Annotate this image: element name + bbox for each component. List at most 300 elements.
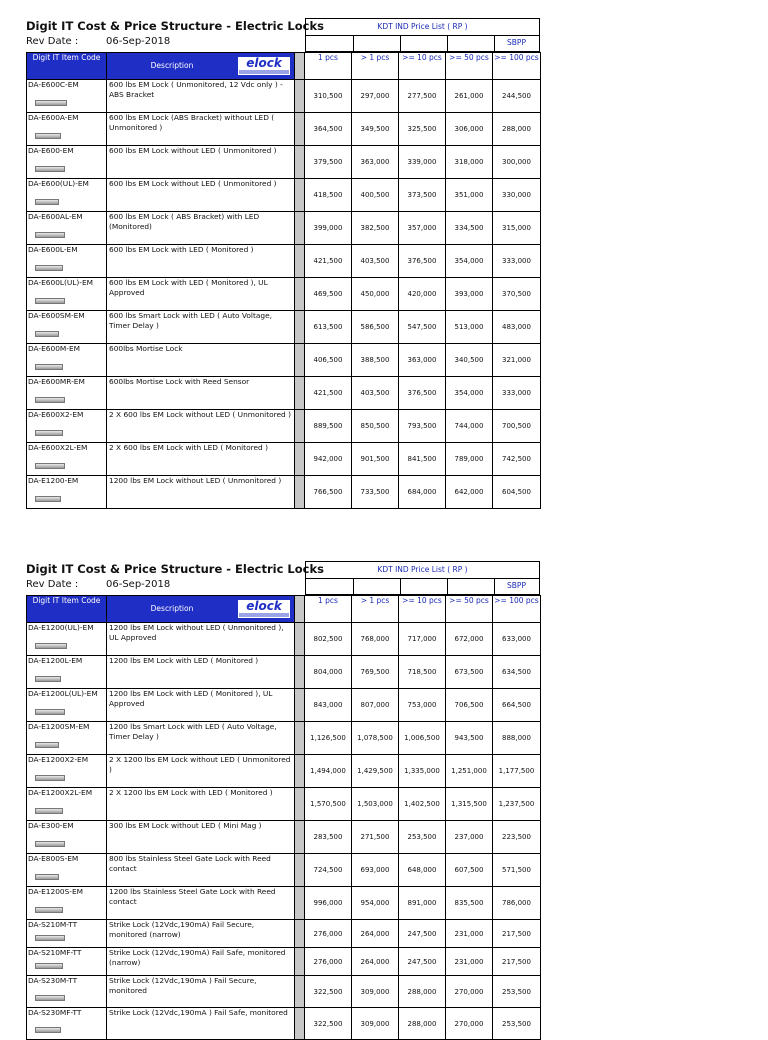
table-row [27,311,541,344]
col-header-qty: 1 pcs [305,53,352,80]
product-thumbnail-icon [35,1027,61,1033]
product-thumbnail-icon [35,166,65,172]
price-cell: 634,500 [493,656,541,689]
item-code-cell [27,245,107,278]
product-thumbnail-icon [35,709,65,715]
price-cell: 406,500 [305,344,352,377]
price-cell: 351,000 [446,179,493,212]
product-thumbnail-icon [35,232,65,238]
price-cell: 1,251,000 [446,755,493,788]
price-cell: 403,500 [352,245,399,278]
product-thumbnail-icon [35,265,63,271]
item-description: 600lbs Mortise Lock with Reed Sensor [107,377,295,410]
table-row [27,920,541,948]
product-thumbnail-icon [35,676,61,682]
price-cell: 672,000 [446,623,493,656]
item-code-cell [27,623,107,656]
item-code-cell [27,278,107,311]
price-cell: 237,000 [446,821,493,854]
table-header [27,53,541,80]
item-description: 600 lbs EM Lock without LED ( Unmonitored ) [107,146,295,179]
price-cell: 483,000 [493,311,541,344]
item-code-cell [27,689,107,722]
price-cell: 642,000 [446,476,493,509]
rev-date-row [26,35,306,49]
item-description: 1200 lbs EM Lock without LED ( Unmonitored ), UL Approved [107,623,295,656]
price-cell: 901,500 [352,443,399,476]
col-header-qty: >= 10 pcs [399,596,446,623]
item-code: DA-E1200SM-EM [28,722,90,731]
price-cell: 1,177,500 [493,755,541,788]
price-cell: 283,500 [305,821,352,854]
separator-column [295,755,305,788]
item-description: 800 lbs Stainless Steel Gate Lock with Reed contact [107,854,295,887]
price-cell: 376,500 [399,245,446,278]
price-cell: 306,000 [446,113,493,146]
table-row [27,623,541,656]
elock-logo-tagline [239,613,289,617]
item-code-cell [27,113,107,146]
price-cell: 318,000 [446,146,493,179]
separator-column [295,623,305,656]
product-thumbnail-icon [35,808,63,814]
price-cell: 297,000 [352,80,399,113]
price-cell: 889,500 [305,410,352,443]
item-description: 600 lbs Smart Lock with LED ( Auto Voltage, Timer Delay ) [107,311,295,344]
price-cell: 547,500 [399,311,446,344]
price-cell: 421,500 [305,377,352,410]
col-header-qty: >= 50 pcs [446,596,493,623]
price-cell: 322,500 [305,1008,352,1040]
separator-column [295,887,305,920]
description-label: Description [150,61,194,70]
item-code: DA-E600AL-EM [28,212,83,221]
price-cell: 354,000 [446,377,493,410]
separator-column [295,146,305,179]
table-row [27,755,541,788]
item-code-cell [27,821,107,854]
price-cell: 373,500 [399,179,446,212]
item-code: DA-E1200S-EM [28,887,84,896]
price-cell: 733,500 [352,476,399,509]
item-description: 1200 lbs EM Lock with LED ( Monitored ), UL Approved [107,689,295,722]
price-cell: 891,000 [399,887,446,920]
table-row [27,976,541,1008]
item-code-cell [27,854,107,887]
table-row [27,476,541,509]
price-cell: 288,000 [399,976,446,1008]
item-description: 1200 lbs Stainless Steel Gate Lock with Reed contact [107,887,295,920]
table-row [27,278,541,311]
item-description: 600 lbs EM Lock (ABS Bracket) without LED ( Unmonitored ) [107,113,295,146]
separator-column [295,53,305,80]
price-cell: 742,500 [493,443,541,476]
price-cell: 231,000 [446,920,493,948]
price-cell: 403,500 [352,377,399,410]
item-code-cell [27,311,107,344]
price-cell: 768,000 [352,623,399,656]
table-row [27,245,541,278]
separator-column [295,113,305,146]
elock-logo-wordmark: elock [246,56,282,70]
price-cell: 607,500 [446,854,493,887]
price-cell: 706,500 [446,689,493,722]
item-code: DA-E600C-EM [28,80,79,89]
price-cell: 364,500 [305,113,352,146]
price-cell: 807,000 [352,689,399,722]
separator-column [295,179,305,212]
separator-column [295,689,305,722]
separator-column [295,948,305,976]
item-description: Strike Lock (12Vdc,190mA ) Fail Safe, monitored [107,1008,295,1040]
sheet-title: Digit IT Cost & Price Structure - Electric Locks [26,562,324,576]
price-cell: 1,315,500 [446,788,493,821]
price-cell: 370,500 [493,278,541,311]
item-code: DA-S210MF-TT [28,948,82,957]
separator-column [295,212,305,245]
tier-cell [447,35,495,51]
product-thumbnail-icon [35,841,65,847]
price-cell: 789,000 [446,443,493,476]
item-code-cell [27,722,107,755]
price-cell: 571,500 [493,854,541,887]
price-list-title: KDT IND Price List ( RP ) [306,19,539,36]
item-code: DA-S230MF-TT [28,1008,82,1017]
item-code-cell [27,976,107,1008]
table-row [27,722,541,755]
price-cell: 264,000 [352,948,399,976]
elock-logo [237,56,291,76]
price-cell: 684,000 [399,476,446,509]
product-thumbnail-icon [35,100,67,106]
product-thumbnail-icon [35,397,65,403]
price-cell: 330,000 [493,179,541,212]
item-description: 600 lbs EM Lock with LED ( Monitored ) [107,245,295,278]
price-cell: 766,500 [305,476,352,509]
price-cell: 1,503,000 [352,788,399,821]
price-cell: 418,500 [305,179,352,212]
price-cell: 264,000 [352,920,399,948]
price-cell: 717,000 [399,623,446,656]
price-cell: 942,000 [305,443,352,476]
sheet-title: Digit IT Cost & Price Structure - Electric Locks [26,19,324,33]
item-code: DA-E600L(UL)-EM [28,278,94,287]
price-cell: 400,500 [352,179,399,212]
item-code-cell [27,146,107,179]
tier-cell [353,35,401,51]
price-cell: 315,000 [493,212,541,245]
item-description: 600 lbs EM Lock without LED ( Unmonitored ) [107,179,295,212]
separator-column [295,976,305,1008]
item-code: DA-E600-EM [28,146,74,155]
product-thumbnail-icon [35,364,63,370]
price-cell: 325,500 [399,113,446,146]
item-description: Strike Lock (12Vdc,190mA) Fail Secure, monitored (narrow) [107,920,295,948]
separator-column [295,80,305,113]
col-header-description [107,53,295,80]
elock-logo [237,599,291,619]
separator-column [295,278,305,311]
item-code-cell [27,212,107,245]
price-cell: 450,000 [352,278,399,311]
product-thumbnail-icon [35,496,61,502]
price-list-header [305,18,540,52]
table-row [27,788,541,821]
item-description: 1200 lbs EM Lock without LED ( Unmonitored ) [107,476,295,509]
price-cell: 270,000 [446,1008,493,1040]
item-code-cell [27,788,107,821]
table-row [27,410,541,443]
separator-column [295,443,305,476]
separator-column [295,377,305,410]
item-code-cell [27,920,107,948]
table-row [27,146,541,179]
price-cell: 888,000 [493,722,541,755]
table-row [27,821,541,854]
description-label: Description [150,604,194,613]
price-cell: 321,000 [493,344,541,377]
price-cell: 276,000 [305,920,352,948]
price-cell: 333,000 [493,377,541,410]
price-cell: 261,000 [446,80,493,113]
item-description: 1200 lbs EM Lock with LED ( Monitored ) [107,656,295,689]
col-header-qty: 1 pcs [305,596,352,623]
table-row [27,948,541,976]
item-code: DA-E600M-EM [28,344,80,353]
item-code: DA-E300-EM [28,821,74,830]
item-code-cell [27,344,107,377]
item-code-cell [27,476,107,509]
col-header-qty: >= 100 pcs [493,596,541,623]
item-description: Strike Lock (12Vdc,190mA ) Fail Secure, monitored [107,976,295,1008]
price-cell: 309,000 [352,976,399,1008]
table-row [27,854,541,887]
price-table [26,52,541,509]
price-cell: 363,000 [352,146,399,179]
item-code-cell [27,887,107,920]
price-cell: 769,500 [352,656,399,689]
col-header-code: Digit IT Item Code [27,53,107,80]
separator-column [295,656,305,689]
col-header-qty: > 1 pcs [352,596,399,623]
item-code: DA-E1200X2-EM [28,755,89,764]
price-cell: 277,500 [399,80,446,113]
table-row [27,689,541,722]
price-cell: 1,006,500 [399,722,446,755]
item-code: DA-E600A-EM [28,113,79,122]
tier-cell [400,578,448,594]
rev-date-label: Rev Date : [26,579,79,590]
price-cell: 379,500 [305,146,352,179]
item-description: 600 lbs EM Lock with LED ( Monitored ), UL Approved [107,278,295,311]
price-cell: 586,500 [352,311,399,344]
price-cell: 288,000 [493,113,541,146]
price-cell: 333,000 [493,245,541,278]
item-code-cell [27,656,107,689]
item-code-cell [27,410,107,443]
table-row [27,113,541,146]
separator-column [295,344,305,377]
elock-logo-wordmark: elock [246,599,282,613]
item-description: 2 X 1200 lbs EM Lock with LED ( Monitored ) [107,788,295,821]
table-row [27,80,541,113]
table-row [27,887,541,920]
price-cell: 1,126,500 [305,722,352,755]
price-cell: 300,000 [493,146,541,179]
separator-column [295,311,305,344]
price-cell: 1,570,500 [305,788,352,821]
tier-cell [306,578,354,594]
price-cell: 253,500 [399,821,446,854]
price-cell: 309,000 [352,1008,399,1040]
item-code: DA-E1200L-EM [28,656,83,665]
price-cell: 700,500 [493,410,541,443]
table-header [27,596,541,623]
item-description: Strike Lock (12Vdc,190mA) Fail Safe, monitored (narrow) [107,948,295,976]
price-cell: 744,000 [446,410,493,443]
price-list-title: KDT IND Price List ( RP ) [306,562,539,579]
item-description: 300 lbs EM Lock without LED ( Mini Mag ) [107,821,295,854]
item-code-cell [27,755,107,788]
item-description: 2 X 600 lbs EM Lock without LED ( Unmonitored ) [107,410,295,443]
price-cell: 724,500 [305,854,352,887]
price-cell: 363,000 [399,344,446,377]
price-cell: 613,500 [305,311,352,344]
item-code: DA-E600SM-EM [28,311,85,320]
item-code-cell [27,80,107,113]
product-thumbnail-icon [35,935,65,941]
price-cell: 276,000 [305,948,352,976]
price-cell: 1,335,000 [399,755,446,788]
price-cell: 786,000 [493,887,541,920]
item-code: DA-E1200L(UL)-EM [28,689,98,698]
table-row [27,179,541,212]
price-cell: 420,000 [399,278,446,311]
price-cell: 388,500 [352,344,399,377]
item-code: DA-E600L-EM [28,245,78,254]
elock-logo-tagline [239,70,289,74]
rev-date-label: Rev Date : [26,36,79,47]
price-cell: 843,000 [305,689,352,722]
price-cell: 850,500 [352,410,399,443]
item-description: 1200 lbs Smart Lock with LED ( Auto Voltage, Timer Delay ) [107,722,295,755]
price-cell: 399,000 [305,212,352,245]
price-cell: 996,000 [305,887,352,920]
price-cell: 802,500 [305,623,352,656]
col-header-qty: >= 50 pcs [446,53,493,80]
price-cell: 217,500 [493,920,541,948]
price-cell: 354,000 [446,245,493,278]
tier-cell [353,578,401,594]
item-code: DA-S210M-TT [28,920,78,929]
item-code: DA-E600X2-EM [28,410,84,419]
price-cell: 334,500 [446,212,493,245]
separator-column [295,920,305,948]
price-cell: 648,000 [399,854,446,887]
price-cell: 247,500 [399,920,446,948]
table-row [27,344,541,377]
col-header-qty: >= 100 pcs [493,53,541,80]
price-cell: 339,000 [399,146,446,179]
product-thumbnail-icon [35,430,63,436]
price-cell: 310,500 [305,80,352,113]
price-cell: 835,500 [446,887,493,920]
product-thumbnail-icon [35,298,65,304]
product-thumbnail-icon [35,874,59,880]
price-cell: 804,000 [305,656,352,689]
product-thumbnail-icon [35,199,59,205]
price-cell: 1,237,500 [493,788,541,821]
price-cell: 664,500 [493,689,541,722]
table-row [27,443,541,476]
table-row [27,212,541,245]
product-thumbnail-icon [35,963,63,969]
item-description: 600lbs Mortise Lock [107,344,295,377]
price-cell: 513,000 [446,311,493,344]
price-cell: 943,500 [446,722,493,755]
price-cell: 718,500 [399,656,446,689]
item-code: DA-E1200X2L-EM [28,788,93,797]
price-cell: 753,000 [399,689,446,722]
rev-date-row [26,578,306,592]
separator-column [295,245,305,278]
price-list-header [305,561,540,595]
item-code: DA-S230M-TT [28,976,78,985]
separator-column [295,722,305,755]
price-cell: 223,500 [493,821,541,854]
tier-cell [447,578,495,594]
col-header-qty: > 1 pcs [352,53,399,80]
price-cell: 393,000 [446,278,493,311]
item-code: DA-E600X2L-EM [28,443,88,452]
col-header-qty: >= 10 pcs [399,53,446,80]
item-code: DA-E1200(UL)-EM [28,623,94,632]
price-cell: 244,500 [493,80,541,113]
price-cell: 253,500 [493,976,541,1008]
item-code-cell [27,443,107,476]
price-cell: 376,500 [399,377,446,410]
product-thumbnail-icon [35,133,61,139]
separator-column [295,821,305,854]
price-table [26,595,541,1040]
item-description: 600 lbs EM Lock ( ABS Bracket) with LED (Monitored) [107,212,295,245]
tier-cell: SBPP [507,581,526,590]
separator-column [295,410,305,443]
col-header-description [107,596,295,623]
item-code-cell [27,377,107,410]
tier-cell [306,35,354,51]
price-cell: 349,500 [352,113,399,146]
rev-date-value: 06-Sep-2018 [106,579,171,590]
item-code: DA-E800S-EM [28,854,79,863]
item-code: DA-E1200-EM [28,476,79,485]
price-cell: 1,078,500 [352,722,399,755]
product-thumbnail-icon [35,643,67,649]
separator-column [295,596,305,623]
tier-cell: SBPP [507,38,526,47]
price-cell: 421,500 [305,245,352,278]
separator-column [295,854,305,887]
item-code-cell [27,948,107,976]
price-cell: 322,500 [305,976,352,1008]
price-cell: 1,402,500 [399,788,446,821]
price-cell: 469,500 [305,278,352,311]
price-cell: 340,500 [446,344,493,377]
price-cell: 1,494,000 [305,755,352,788]
price-cell: 271,500 [352,821,399,854]
item-code-cell [27,179,107,212]
separator-column [295,788,305,821]
